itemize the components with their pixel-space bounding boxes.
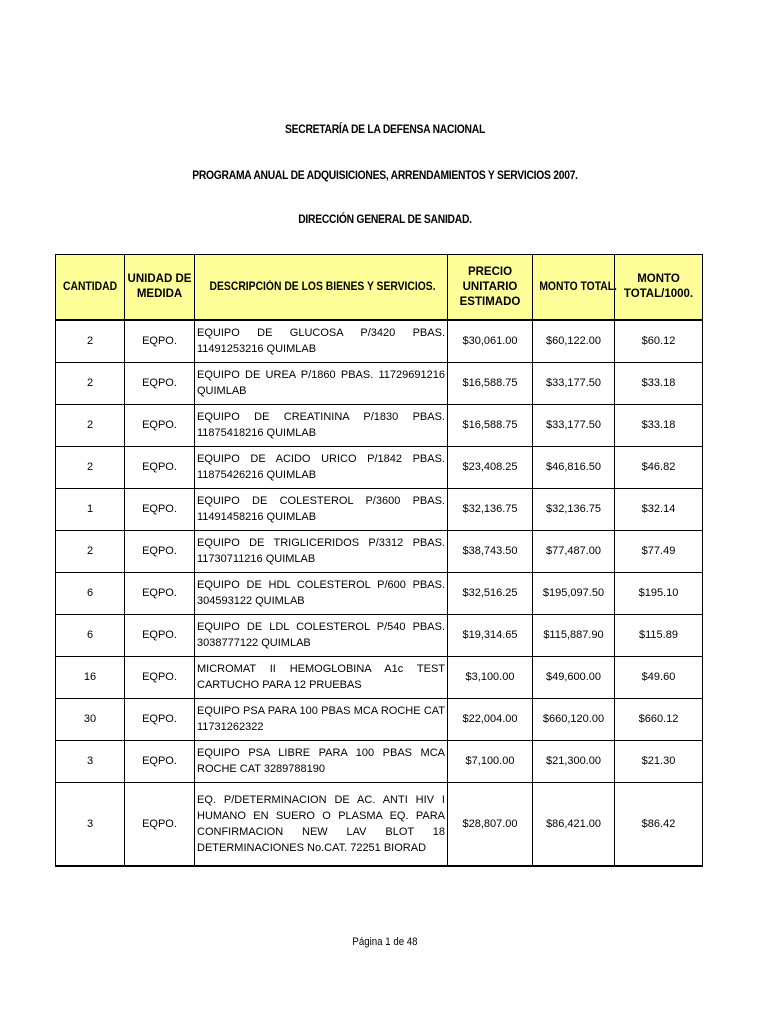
table-row — [56, 740, 703, 782]
cell-descripcion: EQUIPO DE CREATININA P/1830 PBAS. 11875418216 QUIMLAB — [195, 404, 448, 446]
column-header-cantidad: CANTIDAD — [56, 255, 125, 321]
cell-precio: $7,100.00 — [448, 740, 533, 782]
acquisitions-table — [55, 254, 703, 867]
table-row — [56, 656, 703, 698]
cell-descripcion: EQUIPO PSA LIBRE PARA 100 PBAS MCA ROCHE CAT 3289788190 — [195, 740, 448, 782]
cell-descripcion: EQUIPO DE ACIDO URICO P/1842 PBAS. 11875426216 QUIMLAB — [195, 446, 448, 488]
cell-monto-1000: $660.12 — [615, 698, 703, 740]
cell-unidad: EQPO. — [125, 320, 195, 362]
cell-monto-1000: $86.42 — [615, 782, 703, 866]
cell-monto-1000: $21.30 — [615, 740, 703, 782]
cell-cantidad: 3 — [56, 782, 125, 866]
cell-descripcion: EQUIPO DE UREA P/1860 PBAS. 11729691216 QUIMLAB — [195, 362, 448, 404]
department-title: DIRECCIÓN GENERAL DE SANIDAD. — [298, 212, 472, 226]
table-row — [56, 488, 703, 530]
cell-cantidad: 2 — [56, 530, 125, 572]
cell-unidad: EQPO. — [125, 530, 195, 572]
cell-monto: $195,097.50 — [533, 572, 615, 614]
cell-monto-1000: $115.89 — [615, 614, 703, 656]
cell-cantidad: 2 — [56, 446, 125, 488]
table-row — [56, 320, 703, 362]
cell-precio: $30,061.00 — [448, 320, 533, 362]
cell-monto-1000: $32.14 — [615, 488, 703, 530]
cell-precio: $32,136.75 — [448, 488, 533, 530]
cell-unidad: EQPO. — [125, 782, 195, 866]
cell-unidad: EQPO. — [125, 404, 195, 446]
cell-monto: $660,120.00 — [533, 698, 615, 740]
cell-monto-1000: $46.82 — [615, 446, 703, 488]
cell-cantidad: 6 — [56, 572, 125, 614]
cell-monto: $60,122.00 — [533, 320, 615, 362]
cell-cantidad: 1 — [56, 488, 125, 530]
cell-descripcion: EQUIPO DE COLESTEROL P/3600 PBAS. 11491458216 QUIMLAB — [195, 488, 448, 530]
cell-precio: $22,004.00 — [448, 698, 533, 740]
column-header-unidad: UNIDAD DE MEDIDA — [125, 255, 195, 321]
cell-monto: $115,887.90 — [533, 614, 615, 656]
cell-monto: $21,300.00 — [533, 740, 615, 782]
cell-monto: $46,816.50 — [533, 446, 615, 488]
cell-unidad: EQPO. — [125, 614, 195, 656]
cell-descripcion: EQUIPO DE TRIGLICERIDOS P/3312 PBAS. 11730711216 QUIMLAB — [195, 530, 448, 572]
cell-precio: $38,743.50 — [448, 530, 533, 572]
cell-monto-1000: $195.10 — [615, 572, 703, 614]
cell-cantidad: 16 — [56, 656, 125, 698]
cell-precio: $23,408.25 — [448, 446, 533, 488]
cell-monto-1000: $49.60 — [615, 656, 703, 698]
table-row — [56, 782, 703, 866]
cell-monto: $33,177.50 — [533, 362, 615, 404]
cell-unidad: EQPO. — [125, 446, 195, 488]
column-header-descripcion: DESCRIPCIÓN DE LOS BIENES Y SERVICIOS. — [195, 255, 448, 321]
table-row — [56, 530, 703, 572]
cell-precio: $16,588.75 — [448, 362, 533, 404]
cell-descripcion: EQUIPO DE GLUCOSA P/3420 PBAS. 11491253216 QUIMLAB — [195, 320, 448, 362]
cell-descripcion: EQ. P/DETERMINACION DE AC. ANTI HIV I HUMANO EN SUERO O PLASMA EQ. PARA CONFIRMACION NEW LAV BLOT 18 DETERMINACIONES No.CAT. 72251 BIORAD — [195, 782, 448, 866]
column-header-monto-1000: MONTO TOTAL/1000. — [615, 255, 703, 321]
cell-monto-1000: $77.49 — [615, 530, 703, 572]
column-header-precio: PRECIO UNITARIO ESTIMADO — [448, 255, 533, 321]
document-title: SECRETARÍA DE LA DEFENSA NACIONAL — [284, 122, 486, 136]
cell-precio: $16,588.75 — [448, 404, 533, 446]
table-row — [56, 404, 703, 446]
cell-unidad: EQPO. — [125, 698, 195, 740]
cell-monto: $49,600.00 — [533, 656, 615, 698]
cell-unidad: EQPO. — [125, 656, 195, 698]
table-row — [56, 362, 703, 404]
cell-unidad: EQPO. — [125, 362, 195, 404]
cell-precio: $28,807.00 — [448, 782, 533, 866]
table-row — [56, 446, 703, 488]
cell-descripcion: EQUIPO PSA PARA 100 PBAS MCA ROCHE CAT 11731262322 — [195, 698, 448, 740]
cell-unidad: EQPO. — [125, 572, 195, 614]
cell-monto: $86,421.00 — [533, 782, 615, 866]
table-header-row — [56, 255, 703, 321]
cell-unidad: EQPO. — [125, 740, 195, 782]
cell-precio: $19,314.65 — [448, 614, 533, 656]
cell-cantidad: 6 — [56, 614, 125, 656]
program-title: PROGRAMA ANUAL DE ADQUISICIONES, ARRENDAMIENTOS Y SERVICIOS 2007. — [192, 168, 578, 182]
cell-cantidad: 30 — [56, 698, 125, 740]
table-row — [56, 614, 703, 656]
table-row — [56, 698, 703, 740]
cell-unidad: EQPO. — [125, 488, 195, 530]
cell-descripcion: EQUIPO DE HDL COLESTEROL P/600 PBAS. 304593122 QUIMLAB — [195, 572, 448, 614]
cell-monto: $77,487.00 — [533, 530, 615, 572]
cell-precio: $3,100.00 — [448, 656, 533, 698]
column-header-monto: MONTO TOTAL. — [533, 255, 615, 321]
cell-monto-1000: $33.18 — [615, 404, 703, 446]
cell-monto: $32,136.75 — [533, 488, 615, 530]
cell-descripcion: MICROMAT II HEMOGLOBINA A1c TEST CARTUCHO PARA 12 PRUEBAS — [195, 656, 448, 698]
table-row — [56, 572, 703, 614]
cell-cantidad: 2 — [56, 404, 125, 446]
cell-monto: $33,177.50 — [533, 404, 615, 446]
cell-precio: $32,516.25 — [448, 572, 533, 614]
page-number: Página 1 de 48 — [352, 936, 418, 948]
cell-monto-1000: $33.18 — [615, 362, 703, 404]
cell-descripcion: EQUIPO DE LDL COLESTEROL P/540 PBAS. 3038777122 QUIMLAB — [195, 614, 448, 656]
cell-cantidad: 3 — [56, 740, 125, 782]
cell-cantidad: 2 — [56, 362, 125, 404]
cell-cantidad: 2 — [56, 320, 125, 362]
cell-monto-1000: $60.12 — [615, 320, 703, 362]
